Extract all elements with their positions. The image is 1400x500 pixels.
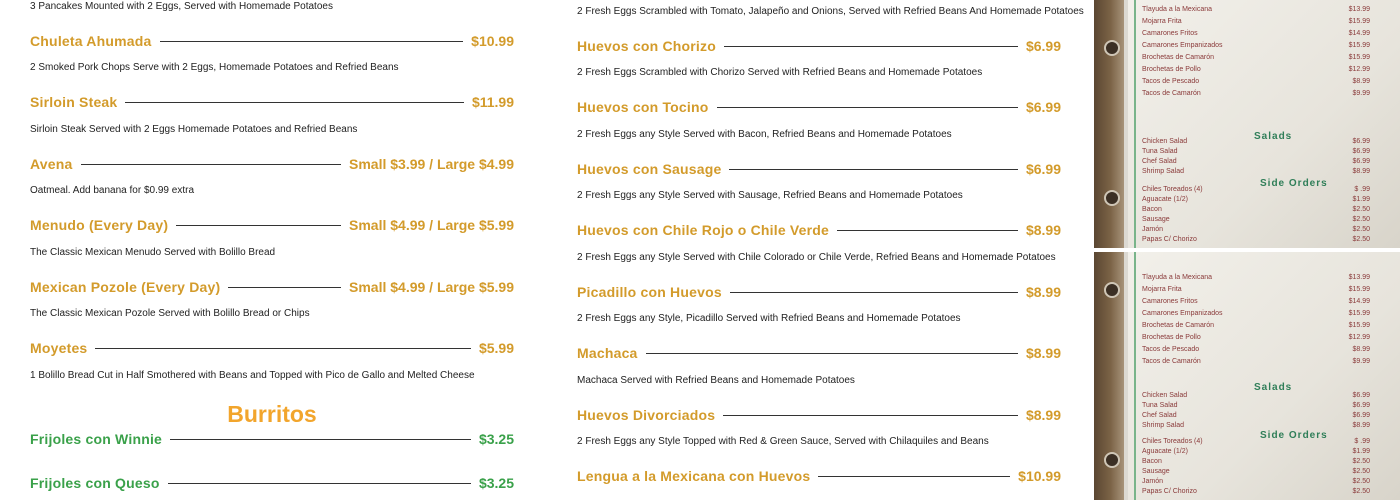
side-item: Bacon bbox=[1142, 206, 1162, 213]
side-item: Aguacate (1/2) bbox=[1142, 448, 1188, 455]
salad-item: Chef Salad bbox=[1142, 412, 1177, 419]
salad-item: Shrimp Salad bbox=[1142, 422, 1185, 429]
binder-ring bbox=[1104, 40, 1120, 56]
salad-price: $6.99 bbox=[1352, 138, 1370, 145]
upper-price: $13.99 bbox=[1348, 6, 1370, 13]
page-border bbox=[1134, 252, 1136, 500]
menu-item-huevos-con-sausage bbox=[577, 159, 1061, 179]
binder-ring bbox=[1104, 282, 1120, 298]
dotted-rule bbox=[717, 107, 1018, 108]
item-name: Avena bbox=[30, 156, 73, 172]
upper-item: Brochetas de Pollo bbox=[1142, 66, 1201, 73]
upper-item: Brochetas de Camarón bbox=[1142, 322, 1214, 329]
salad-item: Shrimp Salad bbox=[1142, 168, 1185, 175]
upper-price: $15.99 bbox=[1348, 310, 1370, 317]
salad-item: Chicken Salad bbox=[1142, 138, 1188, 145]
upper-price: $15.99 bbox=[1348, 286, 1370, 293]
upper-item: Camarones Fritos bbox=[1142, 30, 1198, 37]
salad-item: Chicken Salad bbox=[1142, 392, 1188, 399]
item-price: $8.99 bbox=[1025, 407, 1061, 423]
side-item: Aguacate (1/2) bbox=[1142, 196, 1188, 203]
item-price: $3.25 bbox=[478, 475, 514, 491]
side-price: $2.50 bbox=[1352, 206, 1370, 213]
side-price: $2.50 bbox=[1352, 488, 1370, 495]
item-description: 2 Fresh Eggs any Style Served with Chile Colorado or Chile Verde, Refried Beans and Homemade Potatoes bbox=[577, 252, 1056, 263]
item-price: $10.99 bbox=[471, 33, 514, 49]
salads-heading: Salads bbox=[1254, 382, 1293, 393]
item-description: 2 Smoked Pork Chops Serve with 2 Eggs, Homemade Potatoes and Refried Beans bbox=[30, 62, 399, 73]
side-item: Bacon bbox=[1142, 458, 1162, 465]
dotted-rule bbox=[81, 164, 341, 165]
item-price: Small $4.99 / Large $5.99 bbox=[349, 279, 514, 295]
dotted-rule bbox=[729, 169, 1018, 170]
upper-price: $12.99 bbox=[1348, 66, 1370, 73]
item-name: Huevos Divorciados bbox=[577, 407, 716, 423]
upper-item: Camarones Empanizados bbox=[1142, 310, 1223, 317]
item-price: $6.99 bbox=[1025, 161, 1061, 177]
item-price: $5.99 bbox=[478, 340, 514, 356]
dotted-rule bbox=[724, 46, 1018, 47]
item-price: $6.99 bbox=[1025, 38, 1061, 54]
side-price: $2.50 bbox=[1352, 226, 1370, 233]
side-orders-heading: Side Orders bbox=[1260, 178, 1328, 189]
item-price: Small $3.99 / Large $4.99 bbox=[349, 156, 514, 172]
item-description: Machaca Served with Refried Beans and Homemade Potatoes bbox=[577, 375, 855, 386]
item-description: 2 Fresh Eggs Scrambled with Chorizo Served with Refried Beans and Homemade Potatoes bbox=[577, 67, 983, 78]
item-price: $8.99 bbox=[1025, 222, 1061, 238]
menu-item-machaca bbox=[577, 343, 1061, 363]
side-price: $1.99 bbox=[1352, 448, 1370, 455]
item-price: Small $4.99 / Large $5.99 bbox=[349, 217, 514, 233]
upper-item: Tacos de Camarón bbox=[1142, 358, 1201, 365]
item-description: 2 Fresh Eggs any Style Served with Bacon, Refried Beans and Homemade Potatoes bbox=[577, 129, 952, 140]
side-item: Papas C/ Chorizo bbox=[1142, 488, 1197, 495]
dotted-rule bbox=[125, 102, 464, 103]
upper-price: $8.99 bbox=[1352, 346, 1370, 353]
menu-photo-bottom bbox=[1094, 252, 1400, 500]
upper-price: $14.99 bbox=[1348, 298, 1370, 305]
item-price: $11.99 bbox=[471, 94, 514, 110]
upper-price: $8.99 bbox=[1352, 78, 1370, 85]
item-description: 3 Pancakes Mounted with 2 Eggs, Served with Homemade Potatoes bbox=[30, 1, 333, 12]
item-description: 2 Fresh Eggs Scrambled with Tomato, Jalapeño and Onions, Served with Refried Beans And Homemade Potatoes bbox=[577, 6, 1084, 17]
item-price: $10.99 bbox=[1018, 468, 1061, 484]
item-price: $8.99 bbox=[1025, 345, 1061, 361]
item-description: 2 Fresh Eggs any Style, Picadillo Served with Refried Beans and Homemade Potatoes bbox=[577, 313, 961, 324]
salad-item: Tuna Salad bbox=[1142, 402, 1178, 409]
binder-spine bbox=[1094, 0, 1124, 248]
item-name: Lengua a la Mexicana con Huevos bbox=[577, 468, 811, 484]
dotted-rule bbox=[176, 225, 341, 226]
side-price: $2.50 bbox=[1352, 468, 1370, 475]
side-price: $ .99 bbox=[1354, 438, 1370, 445]
upper-item: Brochetas de Pollo bbox=[1142, 334, 1201, 341]
dotted-rule bbox=[168, 483, 471, 484]
side-item: Sausage bbox=[1142, 468, 1170, 475]
upper-price: $15.99 bbox=[1348, 18, 1370, 25]
binder-ring bbox=[1104, 190, 1120, 206]
menu-item-picadillo-con-huevos bbox=[577, 282, 1061, 302]
menu-item-frijoles-con-winnie bbox=[30, 429, 514, 449]
menu-item-sirloin-steak bbox=[30, 92, 514, 112]
side-price: $1.99 bbox=[1352, 196, 1370, 203]
menu-item-mexican-pozole bbox=[30, 277, 514, 297]
upper-price: $9.99 bbox=[1352, 358, 1370, 365]
dotted-rule bbox=[818, 476, 1010, 477]
upper-price: $15.99 bbox=[1348, 42, 1370, 49]
salad-price: $6.99 bbox=[1352, 402, 1370, 409]
dotted-rule bbox=[723, 415, 1018, 416]
menu-item-huevos-divorciados bbox=[577, 405, 1061, 425]
side-item: Chiles Toreados (4) bbox=[1142, 186, 1203, 193]
menu-item-huevos-con-chorizo bbox=[577, 36, 1061, 56]
side-item: Sausage bbox=[1142, 216, 1170, 223]
item-price: $8.99 bbox=[1025, 284, 1061, 300]
item-name: Moyetes bbox=[30, 340, 88, 356]
item-price: $3.25 bbox=[478, 431, 514, 447]
upper-item: Tacos de Camarón bbox=[1142, 90, 1201, 97]
upper-price: $15.99 bbox=[1348, 322, 1370, 329]
item-name: Menudo (Every Day) bbox=[30, 217, 169, 233]
menu-item-huevos-con-chile bbox=[577, 220, 1061, 240]
item-name: Sirloin Steak bbox=[30, 94, 118, 110]
upper-item: Tlayuda a la Mexicana bbox=[1142, 274, 1213, 281]
upper-item: Brochetas de Camarón bbox=[1142, 54, 1214, 61]
item-description: Oatmeal. Add banana for $0.99 extra bbox=[30, 185, 194, 196]
menu-item-huevos-con-tocino bbox=[577, 97, 1061, 117]
salad-price: $6.99 bbox=[1352, 158, 1370, 165]
side-price: $ .99 bbox=[1354, 186, 1370, 193]
side-orders-heading: Side Orders bbox=[1260, 430, 1328, 441]
side-item: Papas C/ Chorizo bbox=[1142, 236, 1197, 243]
upper-item: Mojarra Frita bbox=[1142, 18, 1182, 25]
salad-price: $6.99 bbox=[1352, 412, 1370, 419]
item-name: Huevos con Tocino bbox=[577, 99, 709, 115]
salad-price: $8.99 bbox=[1352, 168, 1370, 175]
item-name: Chuleta Ahumada bbox=[30, 33, 152, 49]
side-item: Jamón bbox=[1142, 226, 1164, 233]
upper-item: Mojarra Frita bbox=[1142, 286, 1182, 293]
item-name: Frijoles con Winnie bbox=[30, 431, 163, 447]
menu-item-chuleta-ahumada bbox=[30, 31, 514, 51]
upper-item: Camarones Empanizados bbox=[1142, 42, 1223, 49]
item-description: 1 Bolillo Bread Cut in Half Smothered with Beans and Topped with Pico de Gallo and Melted Cheese bbox=[30, 370, 475, 381]
menu-page bbox=[1128, 252, 1400, 500]
dotted-rule bbox=[95, 348, 471, 349]
salads-heading: Salads bbox=[1254, 131, 1293, 142]
side-price: $2.50 bbox=[1352, 216, 1370, 223]
item-description: 2 Fresh Eggs any Style Topped with Red & Green Sauce, Served with Chilaquiles and Beans bbox=[577, 436, 989, 447]
item-price: $6.99 bbox=[1025, 99, 1061, 115]
side-price: $2.50 bbox=[1352, 458, 1370, 465]
menu-photo-top bbox=[1094, 0, 1400, 248]
side-item: Chiles Toreados (4) bbox=[1142, 438, 1203, 445]
side-price: $2.50 bbox=[1352, 478, 1370, 485]
item-description: The Classic Mexican Pozole Served with Bolillo Bread or Chips bbox=[30, 308, 310, 319]
side-price: $2.50 bbox=[1352, 236, 1370, 243]
side-item: Jamón bbox=[1142, 478, 1164, 485]
item-name: Machaca bbox=[577, 345, 638, 361]
upper-price: $13.99 bbox=[1348, 274, 1370, 281]
dotted-rule bbox=[837, 230, 1018, 231]
dotted-rule bbox=[730, 292, 1018, 293]
upper-item: Tacos de Pescado bbox=[1142, 78, 1200, 85]
upper-item: Camarones Fritos bbox=[1142, 298, 1198, 305]
item-description: Sirloin Steak Served with 2 Eggs Homemade Potatoes and Refried Beans bbox=[30, 124, 358, 135]
dotted-rule bbox=[646, 353, 1018, 354]
menu-item-moyetes bbox=[30, 338, 514, 358]
upper-price: $15.99 bbox=[1348, 54, 1370, 61]
dotted-rule bbox=[160, 41, 464, 42]
upper-item: Tlayuda a la Mexicana bbox=[1142, 6, 1213, 13]
item-name: Huevos con Chile Rojo o Chile Verde bbox=[577, 222, 830, 238]
dotted-rule bbox=[170, 439, 471, 440]
salad-price: $6.99 bbox=[1352, 392, 1370, 399]
menu-page bbox=[1128, 0, 1400, 248]
upper-item: Tacos de Pescado bbox=[1142, 346, 1200, 353]
upper-price: $14.99 bbox=[1348, 30, 1370, 37]
upper-price: $12.99 bbox=[1348, 334, 1370, 341]
salad-item: Chef Salad bbox=[1142, 158, 1177, 165]
item-name: Picadillo con Huevos bbox=[577, 284, 722, 300]
salad-price: $6.99 bbox=[1352, 148, 1370, 155]
menu-item-avena bbox=[30, 154, 514, 174]
salad-price: $8.99 bbox=[1352, 422, 1370, 429]
item-name: Frijoles con Queso bbox=[30, 475, 160, 491]
menu-item-frijoles-con-queso bbox=[30, 473, 514, 493]
menu-item-menudo bbox=[30, 215, 514, 235]
item-description: 2 Fresh Eggs any Style Served with Sausage, Refried Beans and Homemade Potatoes bbox=[577, 190, 963, 201]
dotted-rule bbox=[228, 287, 341, 288]
binder-ring bbox=[1104, 452, 1120, 468]
salad-item: Tuna Salad bbox=[1142, 148, 1178, 155]
item-name: Huevos con Sausage bbox=[577, 161, 722, 177]
page-border bbox=[1134, 0, 1136, 248]
upper-price: $9.99 bbox=[1352, 90, 1370, 97]
menu-item-lengua-a-la-mexicana bbox=[577, 466, 1061, 486]
item-name: Huevos con Chorizo bbox=[577, 38, 716, 54]
section-heading-burritos: Burritos bbox=[227, 401, 317, 427]
item-name: Mexican Pozole (Every Day) bbox=[30, 279, 221, 295]
item-description: The Classic Mexican Menudo Served with Bolillo Bread bbox=[30, 247, 276, 258]
